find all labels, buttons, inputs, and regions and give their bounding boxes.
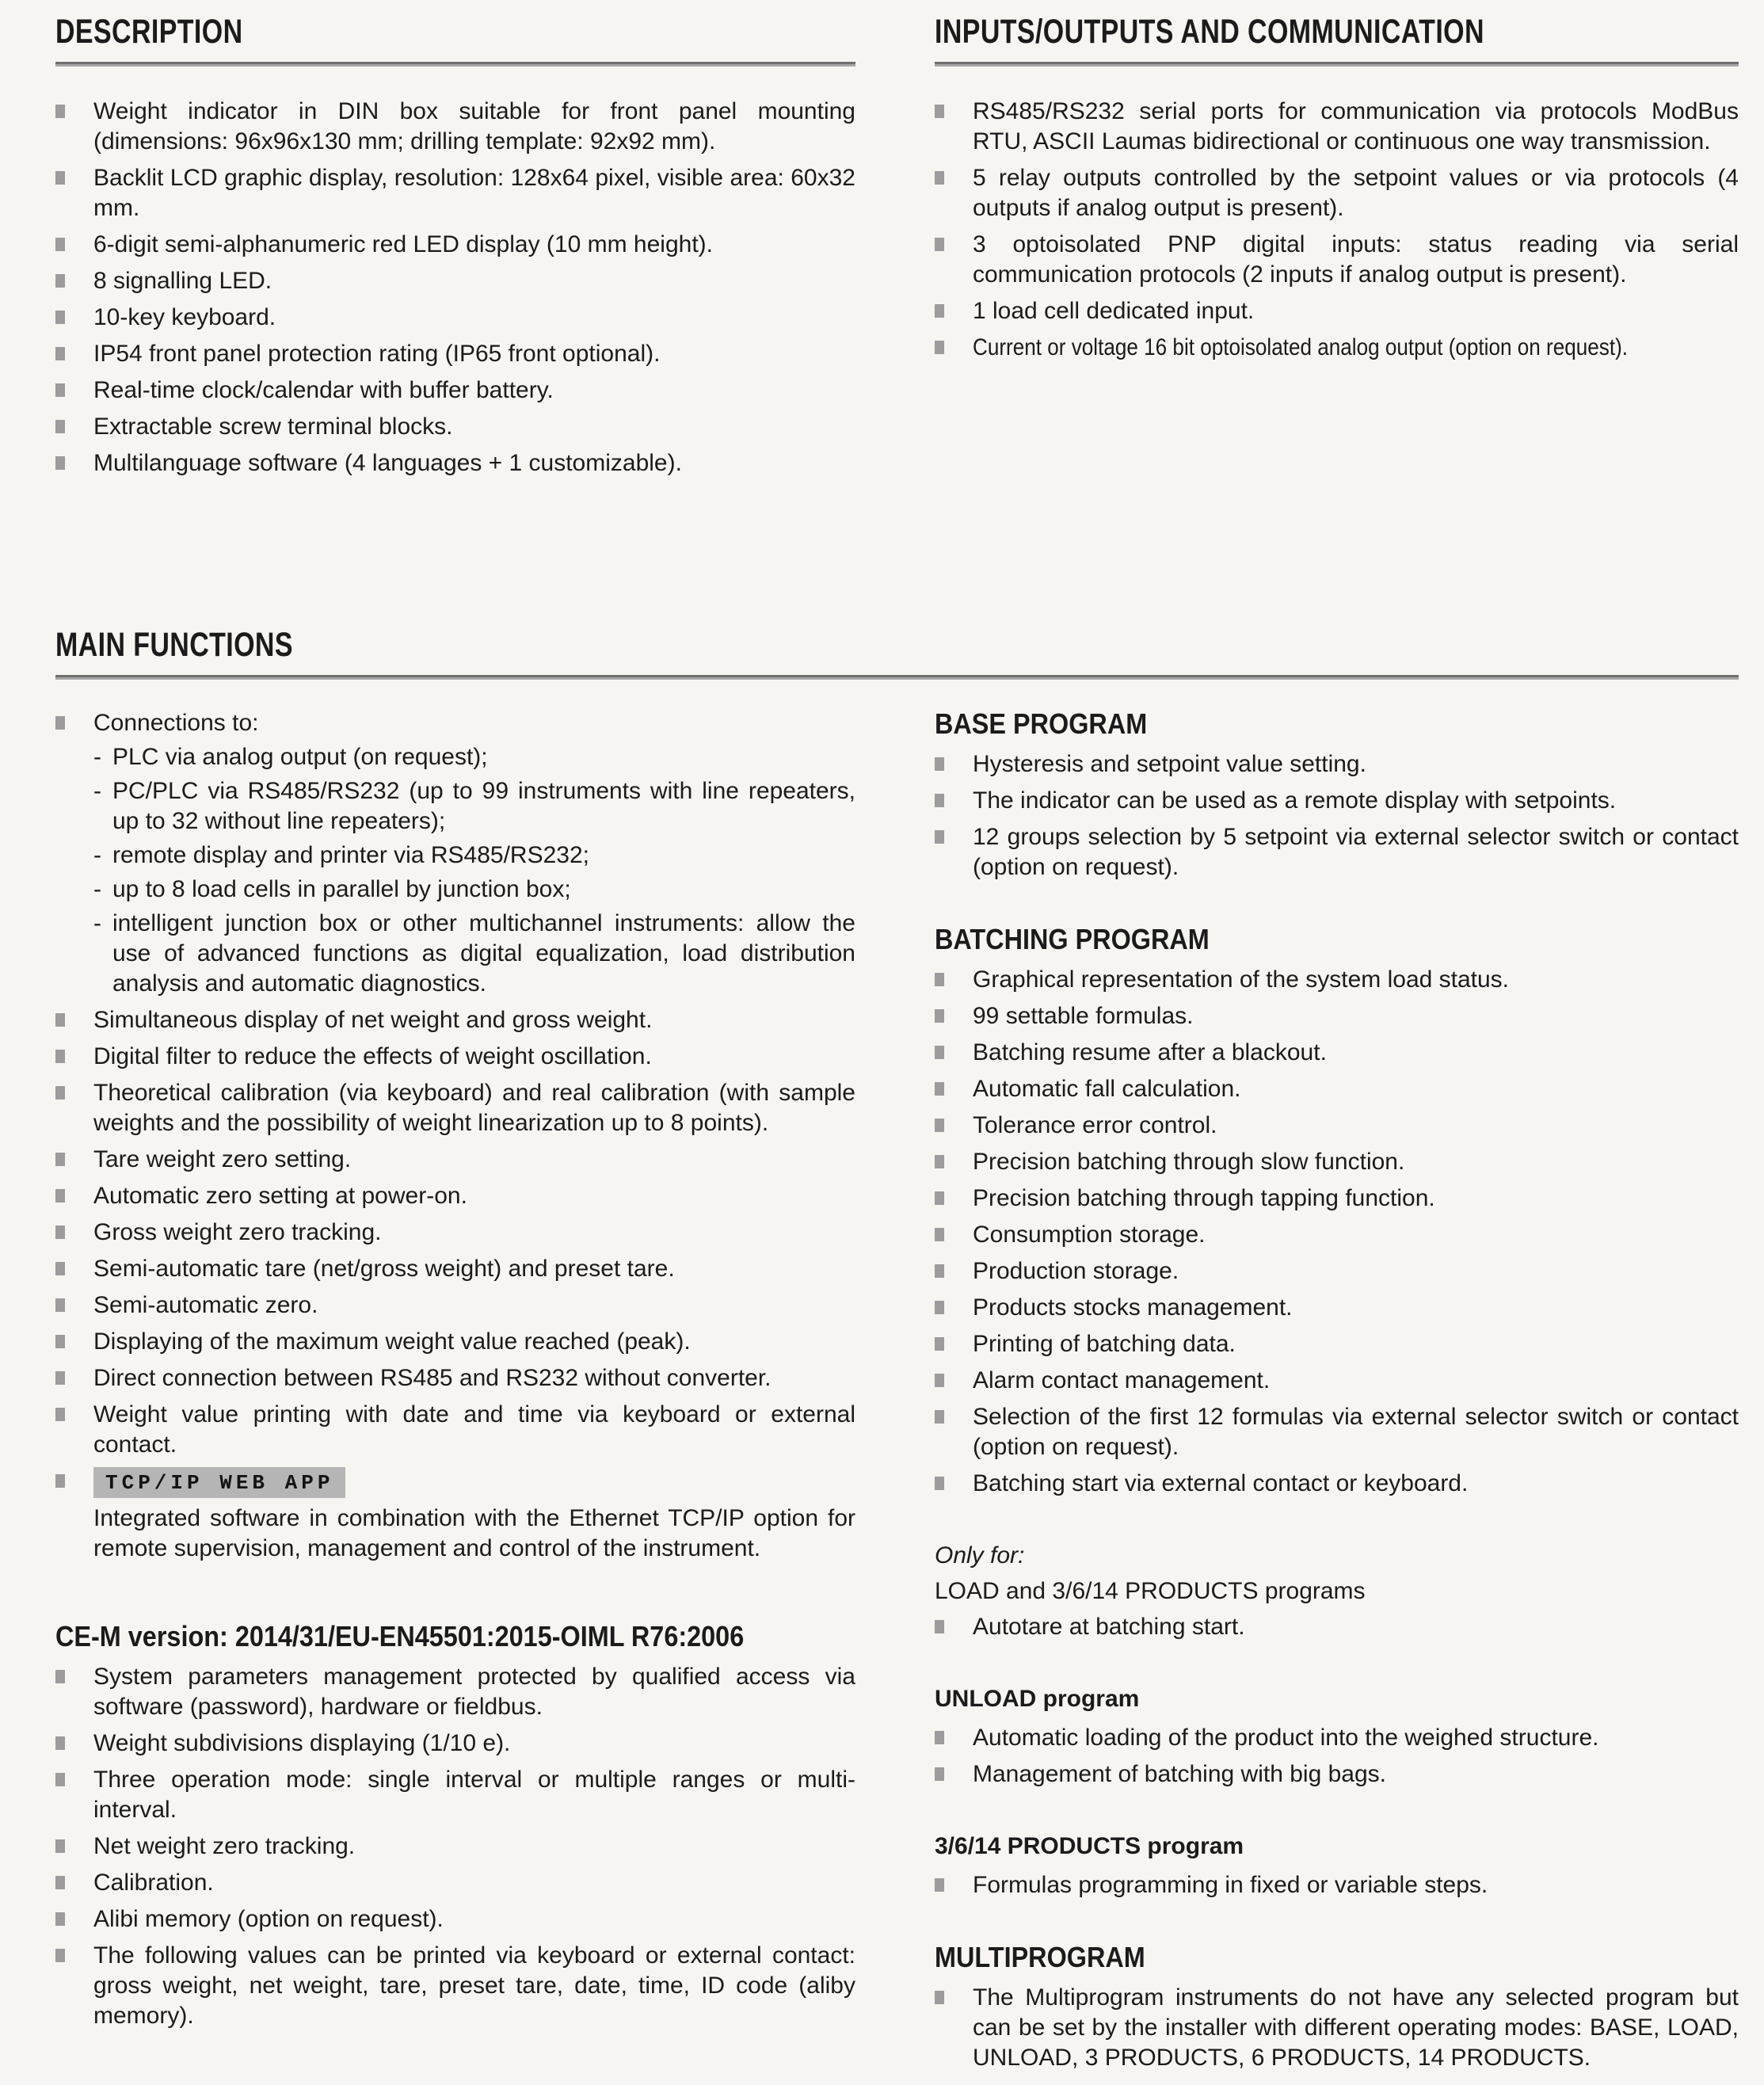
list-item: Weight subdivisions displaying (1/10 e). [55,1729,855,1759]
list-item: 12 groups selection by 5 setpoint via external selector switch or contact (option on request). [935,822,1739,882]
tcp-ip-web-app-badge: TCP/IP WEB APP [93,1467,345,1498]
list-item: Simultaneous display of net weight and gross weight. [55,1005,855,1035]
square-bullet-icon [55,1153,65,1166]
list-item: Weight value printing with date and time via keyboard or external contact. [55,1400,855,1460]
list-item: 99 settable formulas. [935,1001,1739,1031]
square-bullet-icon [935,304,944,318]
list-item: Automatic loading of the product into the weighed structure. [935,1723,1739,1753]
base-program-heading: BASE PROGRAM [935,707,1148,740]
dash-item: - remote display and printer via RS485/RS232; [93,840,855,871]
square-bullet-icon [55,1086,65,1100]
square-bullet-icon [935,1009,944,1023]
cem-version-title: CE-M version: 2014/31/EU-EN45501:2015-OIML R76:2006 [55,1620,745,1652]
square-bullet-icon [55,1335,65,1348]
square-bullet-icon [55,420,65,433]
square-bullet-icon [55,1408,65,1421]
list-item: Gross weight zero tracking. [55,1218,855,1248]
square-bullet-icon [935,1046,944,1059]
dash-item: - up to 8 load cells in parallel by junction box; [93,875,855,905]
square-bullet-icon [935,794,944,807]
square-bullet-icon [55,1189,65,1203]
square-bullet-icon [55,1298,65,1312]
list-item: Digital filter to reduce the effects of weight oscillation. [55,1042,855,1072]
square-bullet-icon [935,1991,944,2004]
main-functions-left-column [55,708,855,2079]
square-bullet-icon [935,1228,944,1241]
list-item: Autotare at batching start. [935,1612,1739,1642]
batching-program-heading: BATCHING PROGRAM [935,923,1210,955]
list-item: The Multiprogram instruments do not have any selected program but can be set by the installer with different operating modes: BASE, LOAD, UNLOAD, 3 PRODUCTS, 6 PRODUCTS, 14 PRODUCTS. [935,1983,1739,2073]
list-item: The following values can be printed via keyboard or external contact: gross weight, net weight, tare, preset tare, date, time, ID code (aliby memory). [55,1941,855,2031]
main-functions-right-column [935,708,1739,2079]
square-bullet-icon [55,383,65,397]
square-bullet-icon [55,311,65,324]
square-bullet-icon [55,347,65,360]
unload-program-list [935,1723,1739,1790]
square-bullet-icon [935,1337,944,1351]
io-list [935,97,1739,363]
main-functions-columns [55,708,1739,2079]
section-description [55,13,855,485]
multiprogram-heading: MULTIPROGRAM [935,1941,1145,1973]
list-item: Calibration. [55,1868,855,1898]
only-for-list [935,1612,1739,1642]
square-bullet-icon [935,171,944,185]
list-item: 5 relay outputs controlled by the setpoint values or via protocols (4 outputs if analog output is present). [935,163,1739,223]
square-bullet-icon [935,830,944,844]
list-item: Selection of the first 12 formulas via external selector switch or contact (option on request). [935,1402,1739,1462]
square-bullet-icon [55,1876,65,1889]
dash-item: - intelligent junction box or other multichannel instruments: allow the use of advanced functions as digital equalization, load distribution analysis and automatic diagnostics. [93,909,855,999]
only-for-label: Only for: [935,1542,1025,1569]
dash-item: - PC/PLC via RS485/RS232 (up to 99 instruments with line repeaters, up to 32 without line repeaters); [93,776,855,837]
square-bullet-icon [55,1839,65,1853]
square-bullet-icon [935,105,944,118]
list-item: Batching resume after a blackout. [935,1038,1739,1068]
square-bullet-icon [935,238,944,251]
products-program-list [935,1870,1739,1900]
square-bullet-icon [935,1374,944,1387]
main-functions-rule [55,675,1739,680]
products-program-block [935,1831,1739,1900]
unload-program-block [935,1683,1739,1790]
square-bullet-icon [55,238,65,251]
list-item: 8 signalling LED. [55,266,855,296]
square-bullet-icon [55,456,65,470]
square-bullet-icon [935,973,944,986]
square-bullet-icon [55,171,65,185]
list-item: Automatic zero setting at power-on. [55,1181,855,1211]
list-item: Three operation mode: single interval or multiple ranges or multi-interval. [55,1765,855,1825]
list-item: RS485/RS232 serial ports for communication via protocols ModBus RTU, ASCII Laumas bidirectional or continuous one way transmission. [935,97,1739,157]
list-item-connections [55,708,855,999]
square-bullet-icon [55,1225,65,1239]
list-item: 1 load cell dedicated input. [935,296,1739,326]
square-bullet-icon [935,341,944,354]
dash-item: - PLC via analog output (on request); [93,742,855,772]
list-item: Current or voltage 16 bit optoisolated analog output (option on request). [935,333,1739,363]
list-item: Displaying of the maximum weight value reached (peak). [55,1327,855,1357]
square-bullet-icon [55,1371,65,1385]
square-bullet-icon [935,1155,944,1168]
list-item: Semi-automatic tare (net/gross weight) and preset tare. [55,1254,855,1284]
io-rule [935,62,1739,67]
square-bullet-icon [935,1410,944,1424]
list-item-tcp-web-app [55,1466,855,1564]
tcp-web-app-text: Integrated software in combination with the Ethernet TCP/IP option for remote supervision, management and control of the instrument. [93,1505,855,1561]
cem-version-block [55,1621,855,2031]
list-item: Theoretical calibration (via keyboard) and real calibration (with sample weights and the possibility of weight linearization up to 8 points). [55,1078,855,1138]
only-for-programs: LOAD and 3/6/14 PRODUCTS programs [935,1578,1366,1604]
cem-list [55,1662,855,2031]
square-bullet-icon [935,1191,944,1205]
square-bullet-icon [55,274,65,288]
list-item: Alibi memory (option on request). [55,1904,855,1934]
section-main-functions [55,626,1739,2079]
square-bullet-icon [935,1264,944,1278]
unload-program-heading: UNLOAD program [935,1686,1140,1712]
list-item: Alarm contact management. [935,1366,1739,1396]
list-item: Formulas programming in fixed or variable steps. [935,1870,1739,1900]
multiprogram-list [935,1983,1739,2073]
list-item: Consumption storage. [935,1220,1739,1250]
square-bullet-icon [55,1912,65,1926]
square-bullet-icon [935,1119,944,1132]
square-bullet-icon [935,757,944,771]
description-list [55,97,855,478]
square-bullet-icon [55,1474,65,1488]
square-bullet-icon [55,1773,65,1786]
list-item: Precision batching through slow function. [935,1147,1739,1177]
list-item: Direct connection between RS485 and RS232 without converter. [55,1363,855,1393]
list-item: Automatic fall calculation. [935,1074,1739,1104]
multiprogram-block [935,1942,1739,2073]
square-bullet-icon [55,1736,65,1750]
square-bullet-icon [935,1082,944,1096]
list-item: Semi-automatic zero. [55,1290,855,1321]
list-item: Products stocks management. [935,1293,1739,1323]
list-item: Management of batching with big bags. [935,1759,1739,1790]
main-functions-list [55,708,855,1564]
square-bullet-icon [55,105,65,118]
list-item: Weight indicator in DIN box suitable for front panel mounting (dimensions: 96x96x130 mm; drilling template: 92x92 mm). [55,97,855,157]
list-item: Real-time clock/calendar with buffer battery. [55,375,855,406]
square-bullet-icon [55,1670,65,1683]
top-sections [55,13,1739,485]
square-bullet-icon [55,1013,65,1027]
description-rule [55,62,855,67]
list-item: System parameters management protected by qualified access via software (password), hardware or fieldbus. [55,1662,855,1722]
products-program-heading: 3/6/14 PRODUCTS program [935,1833,1244,1859]
only-for-block [935,1540,1739,1642]
list-item: Extractable screw terminal blocks. [55,412,855,442]
batching-program-list [935,965,1739,1499]
main-functions-title: MAIN FUNCTIONS [55,626,293,664]
list-item: Precision batching through tapping function. [935,1184,1739,1214]
square-bullet-icon [935,1477,944,1490]
io-title: INPUTS/OUTPUTS AND COMMUNICATION [935,13,1484,51]
list-item: Batching start via external contact or keyboard. [935,1469,1739,1499]
square-bullet-icon [935,1301,944,1314]
list-item: Net weight zero tracking. [55,1832,855,1862]
square-bullet-icon [935,1767,944,1781]
list-item: Hysteresis and setpoint value setting. [935,749,1739,779]
list-item: 10-key keyboard. [55,303,855,333]
list-item: The indicator can be used as a remote display with setpoints. [935,786,1739,816]
list-item: Printing of batching data. [935,1329,1739,1359]
square-bullet-icon [55,1262,65,1275]
list-item: 6-digit semi-alphanumeric red LED display (10 mm height). [55,230,855,260]
list-item: Graphical representation of the system load status. [935,965,1739,995]
list-item: 3 optoisolated PNP digital inputs: status reading via serial communication protocols (2 inputs if analog output is present). [935,230,1739,290]
square-bullet-icon [55,716,65,730]
base-program-list [935,749,1739,882]
list-item: Production storage. [935,1256,1739,1286]
section-io-communication [935,13,1739,485]
connections-lead: Connections to: [93,710,259,736]
square-bullet-icon [935,1878,944,1892]
base-program-block [935,708,1739,882]
batching-program-block [935,924,1739,1499]
list-item: Multilanguage software (4 languages + 1 customizable). [55,448,855,478]
square-bullet-icon [935,1731,944,1744]
square-bullet-icon [55,1949,65,1962]
list-item: Backlit LCD graphic display, resolution: 128x64 pixel, visible area: 60x32 mm. [55,163,855,223]
list-item: Tolerance error control. [935,1111,1739,1141]
square-bullet-icon [55,1050,65,1063]
square-bullet-icon [935,1620,944,1633]
list-item: IP54 front panel protection rating (IP65 front optional). [55,339,855,369]
list-item: Tare weight zero setting. [55,1145,855,1175]
description-title: DESCRIPTION [55,13,243,51]
